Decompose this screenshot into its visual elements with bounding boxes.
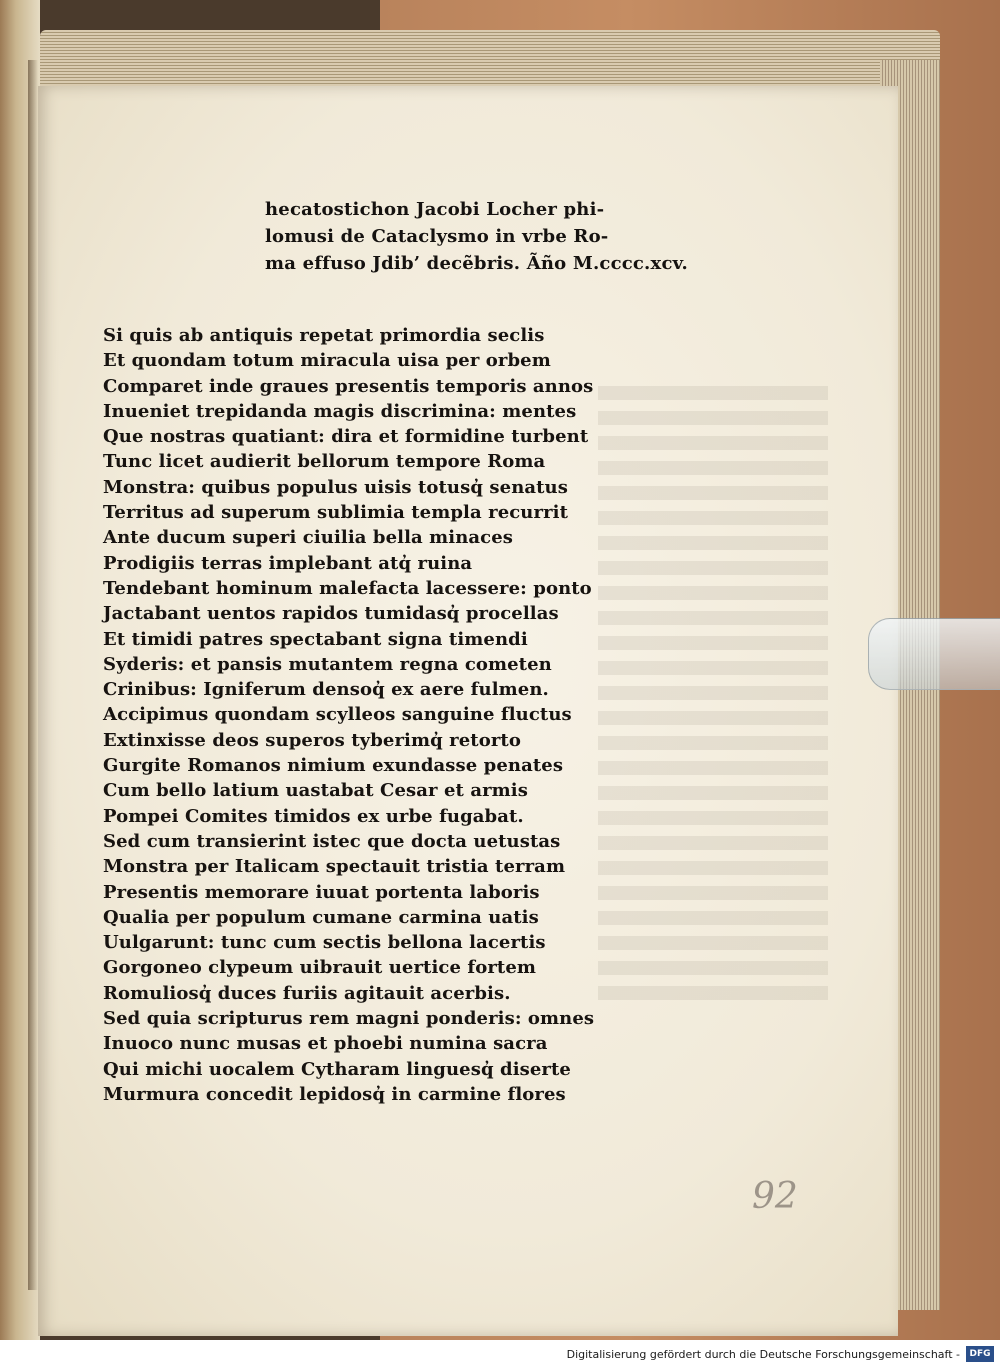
page-clip bbox=[868, 618, 1000, 690]
verse-line: Presentis memorare iuuat portenta laboris bbox=[103, 881, 540, 903]
footer-bar bbox=[0, 1340, 1000, 1371]
verse-line: Gorgoneo clypeum uibrauit uertice fortem bbox=[103, 957, 537, 979]
verse-line: Que nostras quatiant: dira et formidine turbent bbox=[103, 426, 589, 448]
verse-line: Jactabant uentos rapidos tumidasq̓ procellas bbox=[103, 603, 559, 625]
verse-line: Gurgite Romanos nimium exundasse penates bbox=[103, 755, 564, 777]
verse-line: Comparet inde graues presentis temporis annos bbox=[103, 375, 594, 397]
verse-line: Inueniet trepidanda magis discrimina: mentes bbox=[103, 400, 577, 422]
verse-line: Sed quia scripturus rem magni ponderis: omnes bbox=[103, 1008, 595, 1030]
verse-line: Et quondam totum miracula uisa per orbem bbox=[103, 350, 551, 372]
verse-line: Extinxisse deos superos tyberimq̓ retorto bbox=[103, 729, 521, 751]
heading-line: hecatostichon Jacobi Locher phi- bbox=[265, 199, 605, 220]
heading-line: ma effuso Jdib’ decẽbris. Ãño M.cccc.xcv. bbox=[265, 253, 688, 274]
verse-line: Si quis ab antiquis repetat primordia seclis bbox=[103, 325, 545, 346]
verse-line: Sed cum transierint istec que docta uetustas bbox=[103, 830, 561, 852]
spine-shadow bbox=[28, 60, 38, 1290]
poem-verse bbox=[103, 323, 623, 1107]
verse-line: Monstra: quibus populus uisis totusq̓ senatus bbox=[103, 476, 568, 498]
verse-line: Accipimus quondam scylleos sanguine fluctus bbox=[103, 704, 572, 726]
poem-heading bbox=[265, 196, 765, 277]
verse-line: Uulgarunt: tunc cum sectis bellona lacertis bbox=[103, 932, 546, 954]
verse-line: Crinibus: Igniferum densoq̓ ex aere fulmen. bbox=[103, 679, 549, 701]
funding-credit: Digitalisierung gefördert durch die Deutsche Forschungsgemeinschaft - bbox=[566, 1348, 960, 1361]
verse-line: Qualia per populum cumane carmina uatis bbox=[103, 906, 539, 928]
verse-line: Tunc licet audierit bellorum tempore Roma bbox=[103, 451, 546, 473]
folio-number: 92 bbox=[752, 1176, 798, 1217]
show-through-text bbox=[598, 386, 828, 1006]
verse-line: Ante ducum superi ciuilia bella minaces bbox=[103, 527, 514, 549]
dfg-logo: DFG bbox=[966, 1346, 994, 1362]
verse-line: Syderis: et pansis mutantem regna cometen bbox=[103, 653, 552, 675]
verse-line: Cum bello latium uastabat Cesar et armis bbox=[103, 780, 528, 802]
verse-line: Et timidi patres spectabant signa timendi bbox=[103, 628, 528, 650]
verse-line: Pompei Comites timidos ex urbe fugabat. bbox=[103, 805, 524, 827]
verse-line: Tendebant hominum malefacta lacessere: ponto bbox=[103, 577, 592, 599]
verse-line: Territus ad superum sublimia templa recurrit bbox=[103, 502, 569, 524]
verse-line: Qui michi uocalem Cytharam linguesq̓ diserte bbox=[103, 1058, 571, 1080]
verse-line: Monstra per Italicam spectauit tristia terram bbox=[103, 856, 566, 878]
verse-line: Prodigiis terras implebant atq̓ ruina bbox=[103, 552, 473, 574]
heading-line: lomusi de Cataclysmo in vrbe Ro- bbox=[265, 226, 609, 247]
verse-line: Romuliosq̓ duces furiis agitauit acerbis. bbox=[103, 982, 511, 1004]
verse-line: Murmura concedit lepidosq̓ in carmine flores bbox=[103, 1083, 566, 1105]
verse-line: Inuoco nunc musas et phoebi numina sacra bbox=[103, 1033, 548, 1055]
